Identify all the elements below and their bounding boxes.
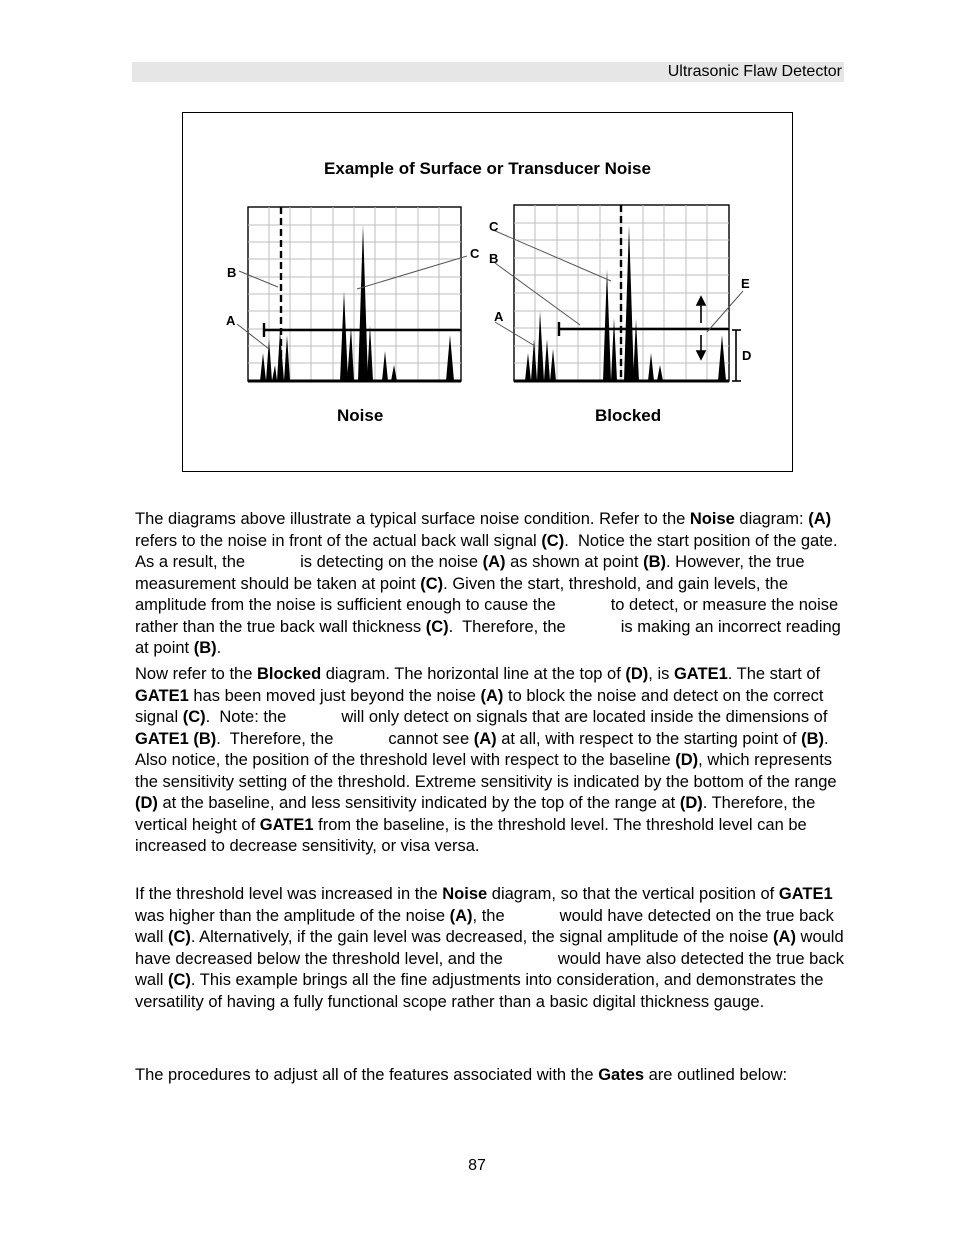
noise-label-a: A	[226, 313, 236, 328]
paragraph-noise-explanation: The diagrams above illustrate a typical surface noise condition. Refer to the Noise diagram: (A) refers to the noise in front of the actual back wall signal (C). Notice the start position of the gate. As a result, the is detecting on the noise (A) as shown at point (B). However, the true measurement should be taken at point (C). Given the start, threshold, and gain levels, the amplitude from the noise is sufficient enough to cause the to detect, or measure the noise rather than the true back wall thickness (C). Therefore, the is making an incorrect reading at point (B).	[135, 510, 846, 657]
blocked-label-e: E	[741, 276, 750, 291]
blocked-label-c: C	[489, 219, 499, 234]
header-title: Ultrasonic Flaw Detector	[667, 63, 842, 80]
noise-scope	[226, 207, 480, 381]
page-header	[132, 62, 844, 82]
scope-diagrams	[183, 113, 794, 473]
blocked-label-b: B	[489, 251, 499, 266]
blocked-caption: Blocked	[595, 406, 662, 425]
noise-label-c: C	[470, 246, 480, 261]
blocked-scope	[489, 205, 751, 381]
paragraph-threshold-adjustment: If the threshold level was increased in the Noise diagram, so that the vertical position of GATE1 was higher than the amplitude of the noise (A), the would have detected on the true back wall (C). Alternatively, if the gain level was decreased, the signal amplitude of the noise (A) would have decreased below the threshold level, and the would have also detected the true back wall (C). This example brings all the fine adjustments into consideration, and demonstrates the versatility of having a fully functional scope rather than a basic digital thickness gauge.	[135, 885, 849, 1011]
blocked-label-d: D	[742, 348, 752, 363]
noise-label-b: B	[227, 265, 237, 280]
noise-caption: Noise	[337, 406, 384, 425]
paragraph-blocked-explanation: Now refer to the Blocked diagram. The horizontal line at the top of (D), is GATE1. The start of GATE1 has been moved just beyond the noise (A) to block the noise and detect on the correct signal (C). Note: the will only detect on signals that are located inside the dimensions of GATE1 (B). Therefore, the cannot see (A) at all, with respect to the starting point of (B). Also notice, the position of the threshold level with respect to the baseline (D), which represents the sensitivity setting of the threshold. Extreme sensitivity is indicated by the bottom of the range (D) at the baseline, and less sensitivity indicated by the top of the range at (D). Therefore, the vertical height of GATE1 from the baseline, is the threshold level. The threshold level can be increased to decrease sensitivity, or visa versa.	[135, 665, 837, 855]
figure-box	[182, 112, 793, 472]
blocked-label-a: A	[494, 309, 504, 324]
page-number: 87	[468, 1157, 486, 1174]
figure-title: Example of Surface or Transducer Noise	[324, 159, 651, 178]
paragraph-gates-intro: The procedures to adjust all of the features associated with the Gates are outlined below:	[135, 1066, 788, 1084]
